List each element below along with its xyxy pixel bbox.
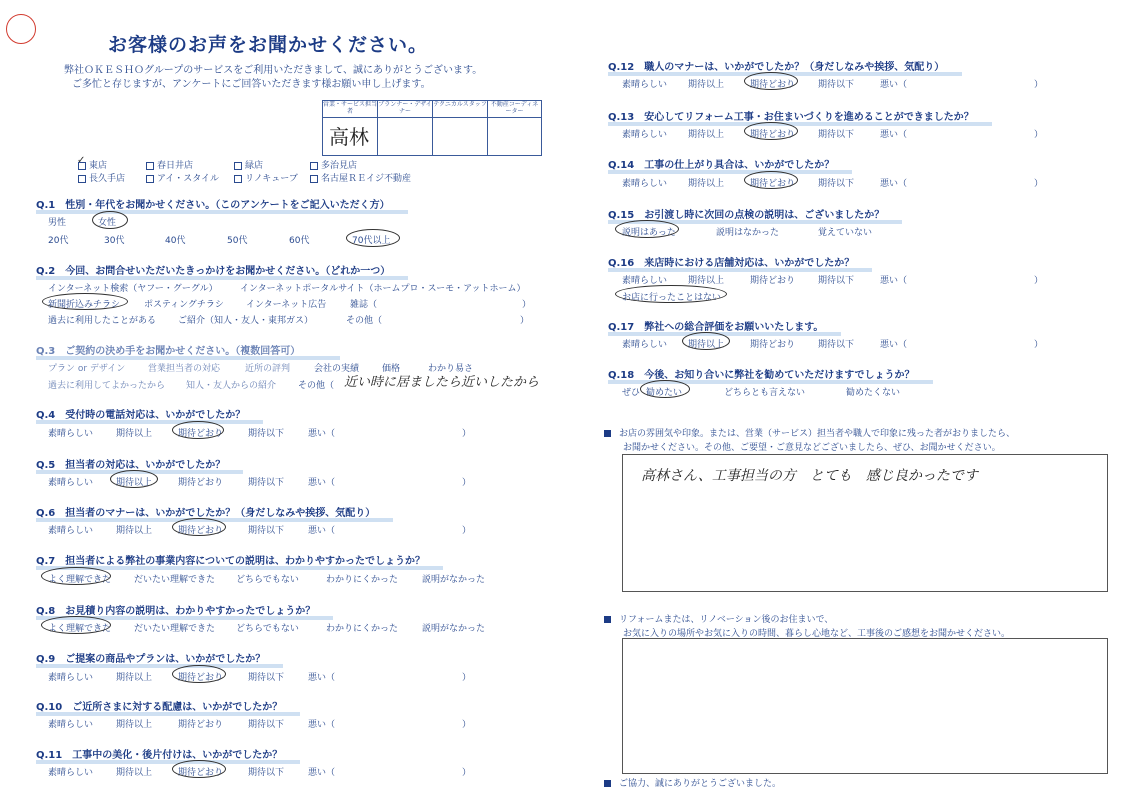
q9-circle <box>172 665 226 683</box>
q18-opt-4[interactable]: 勧めたくない <box>846 388 901 398</box>
q3-price[interactable]: 価格 <box>382 364 401 374</box>
q17-opt-4[interactable]: 期待以下 <box>818 340 855 350</box>
q7-opt-3[interactable]: どちらでもない <box>236 575 299 585</box>
q11-opt-2[interactable]: 期待以上 <box>116 768 153 778</box>
q1-age-50s[interactable]: 50代 <box>227 236 248 246</box>
store-nagakute[interactable]: 長久手店 <box>78 171 125 184</box>
q11-opt-4[interactable]: 期待以下 <box>248 768 285 778</box>
staff-header-realestate: 不動産コーディネーター <box>488 101 541 118</box>
q9-opt-5[interactable]: 悪い（ <box>308 673 336 683</box>
q13-label: Q.13 安心してリフォーム工事・お住まいづくりを進めることができましたか？ <box>608 108 974 123</box>
q2-posting[interactable]: ポスティングチラシ <box>144 300 224 310</box>
q5-label: Q.5 担当者の対応は、いかがでしたか？ <box>36 456 225 471</box>
q14-label: Q.14 工事の仕上がり具合は、いかがでしたか？ <box>608 156 834 171</box>
q10-label: Q.10 ご近所さまに対する配慮は、いかがでしたか？ <box>36 698 282 713</box>
q11-label: Q.11 工事中の美化・後片付けは、いかがでしたか？ <box>36 746 282 761</box>
q10-close: ） <box>462 720 472 730</box>
q14-opt-5[interactable]: 悪い（ <box>880 179 908 189</box>
q11-opt-1[interactable]: 素晴らしい <box>48 768 94 778</box>
q4-opt-4[interactable]: 期待以下 <box>248 429 285 439</box>
q18-opt-3[interactable]: どちらとも言えない <box>724 388 806 398</box>
store-istyle[interactable]: アイ・スタイル <box>146 171 219 184</box>
store-kasugai[interactable]: 春日井店 <box>146 158 193 171</box>
q3-label: Q.3 ご契約の決め手をお聞かせください。（複数回答可） <box>36 342 300 357</box>
comment2-line-1: リフォームまたは、リノベーション後のお住まいで、 <box>604 612 833 625</box>
bullet-icon <box>604 616 611 623</box>
q6-opt-1[interactable]: 素晴らしい <box>48 526 94 536</box>
q18-opt-2[interactable]: 勧めたい <box>646 388 683 398</box>
q14-opt-3[interactable]: 期待どおり <box>750 179 796 189</box>
q16-opt-4[interactable]: 期待以下 <box>818 276 855 286</box>
q16-close: ） <box>1034 276 1044 286</box>
q11-opt-3[interactable]: 期待どおり <box>178 768 224 778</box>
q14-circle <box>744 171 798 189</box>
q12-opt-1[interactable]: 素晴らしい <box>622 80 668 90</box>
store-renocube[interactable]: リノキューブ <box>234 171 298 184</box>
q5-opt-2[interactable]: 期待以上 <box>116 478 153 488</box>
q4-opt-1[interactable]: 素晴らしい <box>48 429 94 439</box>
q4-label: Q.4 受付時の電話対応は、いかがでしたか？ <box>36 406 245 421</box>
q10-opt-4[interactable]: 期待以下 <box>248 720 285 730</box>
q13-close: ） <box>1034 130 1044 140</box>
store-east[interactable]: ✓ 東店 <box>77 155 108 171</box>
q17-opt-5[interactable]: 悪い（ <box>880 340 908 350</box>
q12-label: Q.12 職人のマナーは、いかがでしたか？（身だしなみや挨拶、気配り） <box>608 58 944 73</box>
q7-circle <box>41 567 111 585</box>
q6-opt-2[interactable]: 期待以上 <box>116 526 153 536</box>
q3-plan[interactable]: プラン or デザイン <box>48 364 126 374</box>
q2-search[interactable]: インターネット検索（ヤフー・グーグル） <box>48 284 218 294</box>
q3-reputation[interactable]: 近所の評判 <box>245 364 291 374</box>
q6-close: ） <box>462 526 472 536</box>
q13-opt-4[interactable]: 期待以下 <box>818 130 855 140</box>
q11-opt-5[interactable]: 悪い（ <box>308 768 336 778</box>
q6-opt-5[interactable]: 悪い（ <box>308 526 336 536</box>
q1-age-30s[interactable]: 30代 <box>104 236 125 246</box>
comment2-box[interactable] <box>622 638 1108 774</box>
q5-circle <box>110 470 158 488</box>
q17-label: Q.17 弊社への総合評価をお願いいたします。 <box>608 318 823 333</box>
q1-age-60s[interactable]: 60代 <box>289 236 310 246</box>
q12-opt-3[interactable]: 期待どおり <box>750 80 796 90</box>
store-nagoya-re[interactable]: 名古屋ＲＥイジ不動産 <box>310 171 411 184</box>
q13-circle <box>744 122 798 140</box>
store-tajimi[interactable]: 多治見店 <box>310 158 357 171</box>
q13-opt-3[interactable]: 期待どおり <box>750 130 796 140</box>
q1-age-20s[interactable]: 20代 <box>48 236 69 246</box>
q8-opt-5[interactable]: 説明がなかった <box>422 624 486 634</box>
seal-stamp <box>6 14 36 44</box>
q9-label: Q.9 ご提案の商品やプランは、いかがでしたか？ <box>36 650 265 665</box>
q7-opt-5[interactable]: 説明がなかった <box>422 575 486 585</box>
q3-friend[interactable]: 知人・友人からの紹介 <box>186 381 277 391</box>
q14-close: ） <box>1034 179 1044 189</box>
q9-opt-3[interactable]: 期待どおり <box>178 673 224 683</box>
q4-opt-5[interactable]: 悪い（ <box>308 429 336 439</box>
q2-web-ad[interactable]: インターネット広告 <box>246 300 327 310</box>
q4-close: ） <box>462 429 472 439</box>
q5-opt-4[interactable]: 期待以下 <box>248 478 285 488</box>
store-midori[interactable]: 緑店 <box>234 158 263 171</box>
q12-opt-5[interactable]: 悪い（ <box>880 80 908 90</box>
q6-opt-3[interactable]: 期待どおり <box>178 526 224 536</box>
intro-line-1: 弊社ＯＫＥＳＨＯグループのサービスをご利用いただきまして、誠にありがとうございます。 <box>64 65 483 76</box>
q4-opt-3[interactable]: 期待どおり <box>178 429 224 439</box>
q7-opt-4[interactable]: わかりにくかった <box>326 575 399 585</box>
q1-age-40s[interactable]: 40代 <box>165 236 186 246</box>
q16-opt-1[interactable]: 素晴らしい <box>622 276 668 286</box>
q2-referral[interactable]: ご紹介（知人・友人・東邦ガス） <box>178 316 314 326</box>
q11-circle <box>172 760 226 778</box>
q8-opt-4[interactable]: わかりにくかった <box>326 624 399 634</box>
q13-opt-1[interactable]: 素晴らしい <box>622 130 668 140</box>
q12-circle <box>744 72 798 90</box>
q8-circle <box>41 616 111 634</box>
q2-other[interactable]: その他（ <box>346 316 383 326</box>
q3-sales-staff[interactable]: 営業担当者の対応 <box>148 364 221 374</box>
q7-label: Q.7 担当者による弊社の事業内容についての説明は、わかりやすかったでしょうか？ <box>36 552 425 567</box>
q16-no-visit[interactable]: お店に行ったことはない <box>622 293 722 303</box>
staff-header-planner: プランナー・デザイナー <box>378 101 432 118</box>
q1-male[interactable]: 男性 <box>48 218 67 228</box>
q7-opt-2[interactable]: だいたい理解できた <box>134 575 216 585</box>
q15-label: Q.15 お引渡し時に次回の点検の説明は、ございましたか？ <box>608 206 884 221</box>
staff-table <box>322 100 542 156</box>
q16-opt-5[interactable]: 悪い（ <box>880 276 908 286</box>
q8-opt-3[interactable]: どちらでもない <box>236 624 299 634</box>
q17-close: ） <box>1034 340 1044 350</box>
comment1-line-2: お聞かせください。その他、ご要望・ご意見などございましたら、ぜひ、お聞かせください。 <box>623 443 1001 453</box>
q2-magazine[interactable]: 雑誌（ <box>350 300 378 310</box>
q1-female-circle <box>92 211 128 229</box>
q10-opt-1[interactable]: 素晴らしい <box>48 720 94 730</box>
thanks-line: ご協力、誠にありがとうございました。 <box>604 776 781 789</box>
q3-clarity[interactable]: わかり易さ <box>428 364 474 374</box>
q13-opt-5[interactable]: 悪い（ <box>880 130 908 140</box>
q10-opt-3[interactable]: 期待どおり <box>178 720 224 730</box>
q2-label: Q.2 今回、お問合せいただいたきっかけをお聞かせください。（どれか一つ） <box>36 262 390 277</box>
q9-opt-1[interactable]: 素晴らしい <box>48 673 94 683</box>
comment1-line-1: お店の雰囲気や印象。または、営業（サービス）担当者や職人で印象に残った者がおりましたら、 <box>604 426 1015 439</box>
staff-sales-name: 高林 <box>329 125 369 149</box>
q2-past-use[interactable]: 過去に利用したことがある <box>48 316 157 326</box>
q15-circle <box>615 220 679 238</box>
q3-record[interactable]: 会社の実績 <box>314 364 360 374</box>
q2-newspaper[interactable]: 新聞折込みチラシ <box>48 300 121 310</box>
q13-opt-2[interactable]: 期待以上 <box>688 130 725 140</box>
intro-line-2: ご多忙と存じますが、アンケートにご回答いただきます様お願い申し上げます。 <box>72 79 431 90</box>
q3-handwritten-other: 近い時に居ましたら近いしたから <box>344 375 540 390</box>
comment1-handwritten: 高林さん、工事担当の方 とても 感じ良かったです <box>641 468 978 484</box>
q15-opt-2[interactable]: 説明はなかった <box>716 228 780 238</box>
q3-other[interactable]: その他（ <box>298 381 335 391</box>
q9-close: ） <box>462 673 472 683</box>
q2-newspaper-circle <box>42 293 128 310</box>
q14-opt-2[interactable]: 期待以上 <box>688 179 725 189</box>
q1-label: Q.1 性別・年代をお聞かせください。（このアンケートをご記入いただく方） <box>36 196 390 211</box>
q16-circle <box>615 285 727 303</box>
q4-opt-2[interactable]: 期待以上 <box>116 429 153 439</box>
q2-portal[interactable]: インターネットポータルサイト（ホームプロ・スーモ・アットホーム） <box>240 284 526 294</box>
q15-opt-1[interactable]: 説明はあった <box>622 228 676 238</box>
q9-opt-4[interactable]: 期待以下 <box>248 673 285 683</box>
comment2-line-2: お気に入りの場所やお気に入りの時間、暮らし心地など、工事後のご感想をお聞かせください。 <box>623 629 1011 639</box>
q1-age-70s[interactable]: 70代以上 <box>352 236 391 246</box>
q10-opt-2[interactable]: 期待以上 <box>116 720 153 730</box>
q2-magazine-close: ） <box>522 300 532 310</box>
q16-label: Q.16 来店時における店舗対応は、いかがでしたか？ <box>608 254 854 269</box>
q18-circle <box>640 380 690 398</box>
bullet-icon <box>604 430 611 437</box>
q15-opt-3[interactable]: 覚えていない <box>818 228 873 238</box>
q11-close: ） <box>462 768 472 778</box>
q14-opt-4[interactable]: 期待以下 <box>818 179 855 189</box>
q1-age-circle <box>346 229 400 247</box>
q12-opt-2[interactable]: 期待以上 <box>688 80 725 90</box>
q18-opt-1[interactable]: ぜひ <box>622 388 641 398</box>
bullet-icon <box>604 780 611 787</box>
q3-past-good[interactable]: 過去に利用してよかったから <box>48 381 166 391</box>
q2-other-close: ） <box>520 316 530 326</box>
q12-opt-4[interactable]: 期待以下 <box>818 80 855 90</box>
q6-label: Q.6 担当者のマナーは、いかがでしたか？（身だしなみや挨拶、気配り） <box>36 504 375 519</box>
q18-label: Q.18 今後、お知り合いに弊社を勧めていただけますでしょうか？ <box>608 366 915 381</box>
q8-opt-1[interactable]: よく理解できた <box>48 624 112 634</box>
q5-opt-1[interactable]: 素晴らしい <box>48 478 94 488</box>
q17-opt-1[interactable]: 素晴らしい <box>622 340 668 350</box>
staff-header-technical: テクニカルスタッフ <box>433 101 487 118</box>
q5-opt-3[interactable]: 期待どおり <box>178 478 224 488</box>
q17-circle <box>682 332 730 350</box>
q9-opt-2[interactable]: 期待以上 <box>116 673 153 683</box>
q12-close: ） <box>1034 80 1044 90</box>
q8-opt-2[interactable]: だいたい理解できた <box>134 624 216 634</box>
q16-opt-3[interactable]: 期待どおり <box>750 276 796 286</box>
q5-close: ） <box>462 478 472 488</box>
staff-header-sales: 営業・サービス担当者 <box>323 101 377 118</box>
q17-opt-2[interactable]: 期待以上 <box>688 340 725 350</box>
q16-opt-2[interactable]: 期待以上 <box>688 276 725 286</box>
comment1-box[interactable] <box>622 454 1108 592</box>
q6-circle <box>172 518 226 536</box>
q14-opt-1[interactable]: 素晴らしい <box>622 179 668 189</box>
q10-opt-5[interactable]: 悪い（ <box>308 720 336 730</box>
q4-circle <box>172 421 224 439</box>
q17-opt-3[interactable]: 期待どおり <box>750 340 796 350</box>
page-title: お客様のお声をお聞かせください。 <box>108 34 429 56</box>
q6-opt-4[interactable]: 期待以下 <box>248 526 285 536</box>
q5-opt-5[interactable]: 悪い（ <box>308 478 336 488</box>
q8-label: Q.8 お見積り内容の説明は、わかりやすかったでしょうか？ <box>36 602 315 617</box>
q7-opt-1[interactable]: よく理解できた <box>48 575 112 585</box>
q1-female[interactable]: 女性 <box>98 218 117 228</box>
